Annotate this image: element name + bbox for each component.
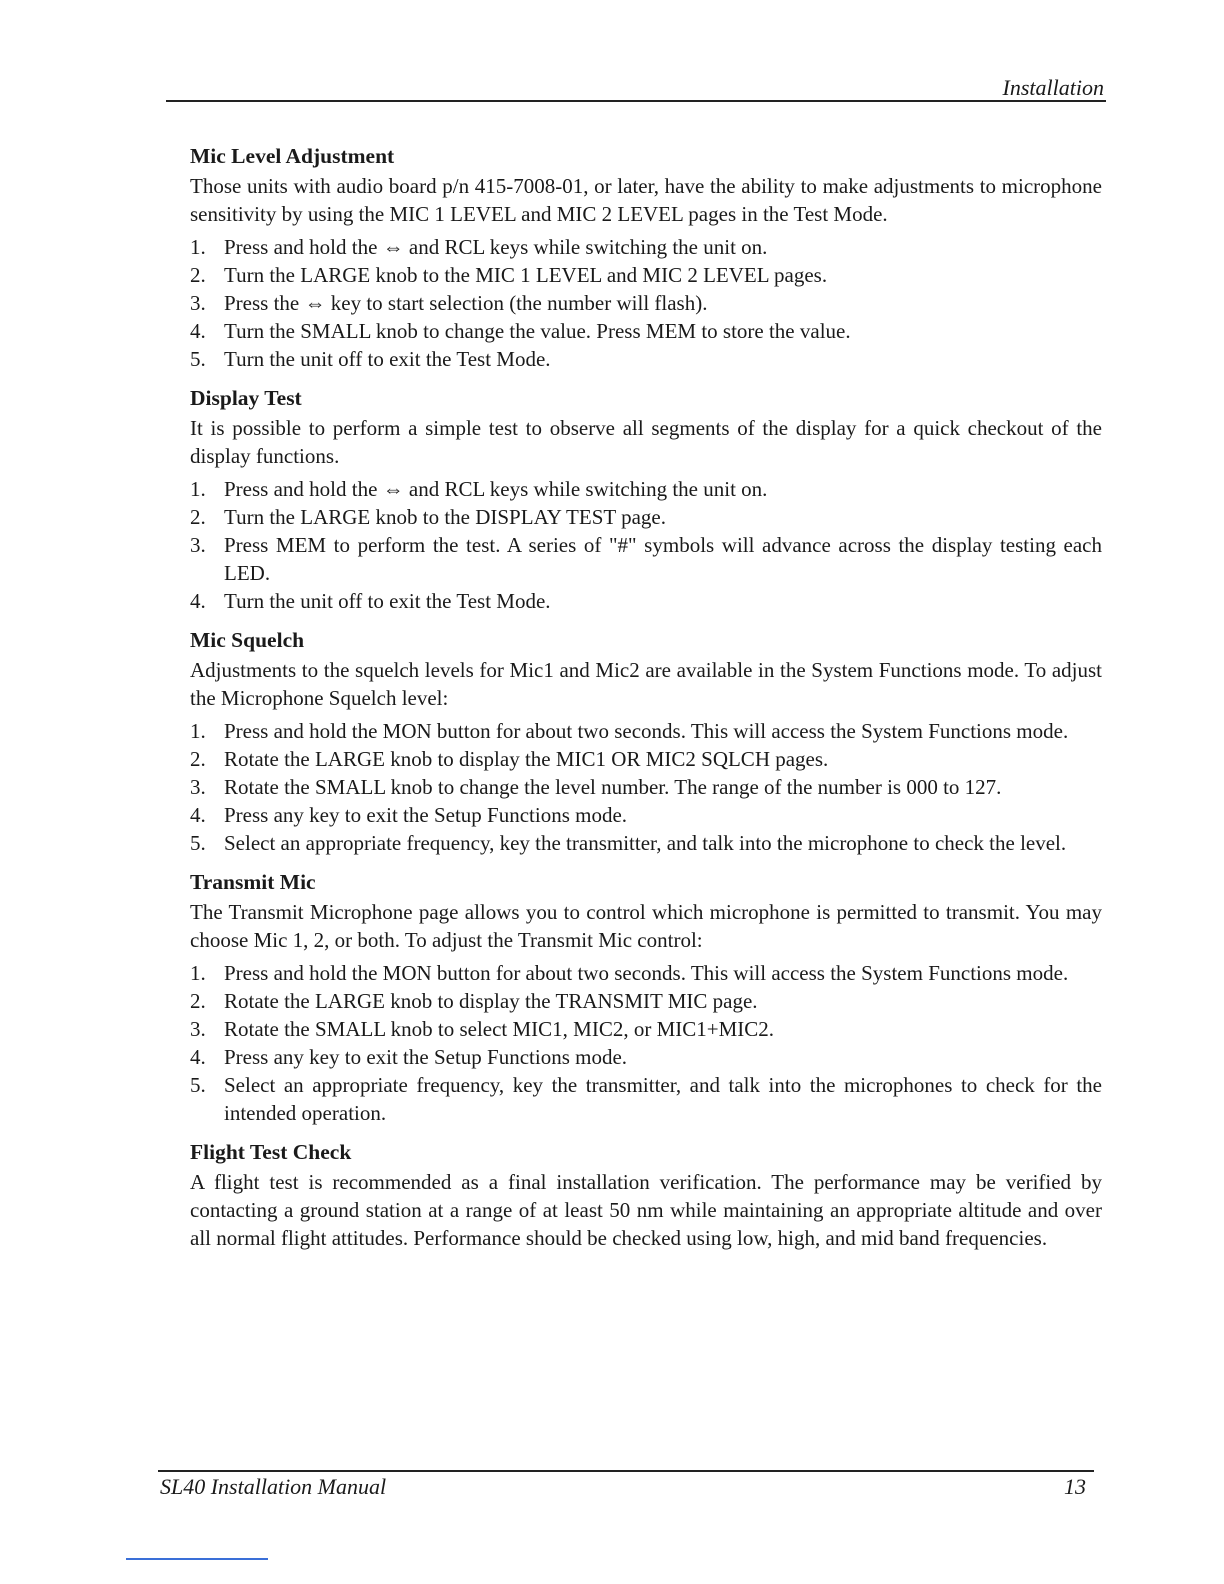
list-item: 4. Press any key to exit the Setup Functions mode.	[190, 803, 628, 827]
section-paragraph: Adjustments to the squelch levels for Mic1 and Mic2 are available in the System Functions mode. To adjust the Microphone Squelch level:	[190, 658, 1102, 710]
list-item: 2. Rotate the LARGE knob to display the MIC1 OR MIC2 SQLCH pages.	[190, 747, 829, 771]
section-heading: Transmit Mic	[190, 870, 316, 894]
section-paragraph: The Transmit Microphone page allows you to control which microphone is permitted to transmit. You may choose Mic 1, 2, or both. To adjust the Transmit Mic control:	[190, 900, 1102, 952]
step-list	[190, 959, 1102, 1127]
list-item: 5. Turn the unit off to exit the Test Mode.	[190, 347, 551, 371]
section-transmit-mic	[190, 868, 1102, 1127]
list-item: 1. Press and hold the ⇔ and RCL keys while switching the unit on.	[190, 477, 768, 501]
section-display-test	[190, 384, 1102, 615]
list-item: 2. Turn the LARGE knob to the MIC 1 LEVEL and MIC 2 LEVEL pages.	[190, 263, 828, 287]
step-list	[190, 475, 1102, 615]
section-heading: Display Test	[190, 386, 302, 410]
list-item: 3. Rotate the SMALL knob to change the level number. The range of the number is 000 to 127.	[190, 775, 1002, 799]
running-header: Installation	[1002, 75, 1104, 100]
step-text: Rotate the LARGE knob to display the MIC1 OR MIC2 SQLCH pages.	[224, 747, 829, 771]
section-paragraph: Those units with audio board p/n 415-7008-01, or later, have the ability to make adjustments to microphone sensitivity by using the MIC 1 LEVEL and MIC 2 LEVEL pages in the Test Mode.	[190, 174, 1102, 226]
section-paragraph: It is possible to perform a simple test to observe all segments of the display for a quick checkout of the display functions.	[190, 416, 1102, 468]
step-text: Press and hold the ⇔ and RCL keys while switching the unit on.	[224, 235, 768, 259]
step-text: Select an appropriate frequency, key the transmitter, and talk into the microphones to check for the intended operation.	[224, 1073, 1102, 1125]
step-text: Turn the unit off to exit the Test Mode.	[224, 347, 551, 371]
step-text: Press any key to exit the Setup Functions mode.	[224, 803, 628, 827]
list-item: 4. Turn the unit off to exit the Test Mode.	[190, 589, 551, 613]
step-text: Press MEM to perform the test. A series of "#" symbols will advance across the display testing each LED.	[224, 533, 1102, 585]
section-heading: Flight Test Check	[190, 1140, 352, 1164]
step-text: Turn the unit off to exit the Test Mode.	[224, 589, 551, 613]
list-item: 1. Press and hold the MON button for about two seconds. This will access the System Functions mode.	[190, 719, 1069, 743]
section-heading: Mic Level Adjustment	[190, 144, 395, 168]
list-item: 5. Select an appropriate frequency, key the transmitter, and talk into the microphone to check the level.	[190, 831, 1067, 855]
list-item: 3. Press MEM to perform the test. A series of "#" symbols will advance across the display testing each LED.	[190, 533, 1102, 585]
list-item: 5. Select an appropriate frequency, key the transmitter, and talk into the microphones to check for the intended operation.	[190, 1073, 1102, 1125]
step-text: Turn the SMALL knob to change the value. Press MEM to store the value.	[224, 319, 851, 343]
page-edge-marker	[126, 1558, 268, 1560]
step-text: Rotate the SMALL knob to select MIC1, MIC2, or MIC1+MIC2.	[224, 1017, 775, 1041]
list-item: 1. Press and hold the ⇔ and RCL keys while switching the unit on.	[190, 235, 768, 259]
step-text: Press the ⇔ key to start selection (the number will flash).	[224, 291, 708, 315]
step-list	[190, 233, 1102, 373]
step-text: Press any key to exit the Setup Functions mode.	[224, 1045, 628, 1069]
step-text: Rotate the SMALL knob to change the level number. The range of the number is 000 to 127.	[224, 775, 1002, 799]
section-flight-test-check	[190, 1138, 1102, 1252]
list-item: 2. Rotate the LARGE knob to display the TRANSMIT MIC page.	[190, 989, 758, 1013]
section-paragraph: A flight test is recommended as a final installation verification. The performance may be verified by contacting a ground station at a range of at least 50 nm while maintaining an appropriate altitude and over all normal flight attitudes. Performance should be checked using low, high, and mid band frequencies.	[190, 1170, 1102, 1250]
list-item: 4. Turn the SMALL knob to change the value. Press MEM to store the value.	[190, 319, 851, 343]
list-item: 2. Turn the LARGE knob to the DISPLAY TEST page.	[190, 505, 666, 529]
list-item: 4. Press any key to exit the Setup Functions mode.	[190, 1045, 628, 1069]
page-body	[190, 142, 1102, 1263]
list-item: 3. Rotate the SMALL knob to select MIC1, MIC2, or MIC1+MIC2.	[190, 1017, 775, 1041]
section-heading: Mic Squelch	[190, 628, 305, 652]
header-divider	[166, 100, 1106, 102]
step-text: Press and hold the MON button for about two seconds. This will access the System Functions mode.	[224, 961, 1069, 985]
step-list	[190, 717, 1102, 857]
footer-title: SL40 Installation Manual	[160, 1474, 387, 1499]
list-item: 1. Press and hold the MON button for about two seconds. This will access the System Functions mode.	[190, 961, 1069, 985]
step-text: Turn the LARGE knob to the DISPLAY TEST page.	[224, 505, 666, 529]
step-text: Turn the LARGE knob to the MIC 1 LEVEL and MIC 2 LEVEL pages.	[224, 263, 828, 287]
section-mic-level-adjustment	[190, 142, 1102, 373]
step-text: Rotate the LARGE knob to display the TRANSMIT MIC page.	[224, 989, 758, 1013]
page-number: 13	[1064, 1474, 1086, 1499]
step-text: Press and hold the ⇔ and RCL keys while switching the unit on.	[224, 477, 768, 501]
footer-divider	[158, 1470, 1094, 1472]
step-text: Press and hold the MON button for about two seconds. This will access the System Functions mode.	[224, 719, 1069, 743]
list-item: 3. Press the ⇔ key to start selection (the number will flash).	[190, 291, 708, 315]
section-mic-squelch	[190, 626, 1102, 857]
step-text: Select an appropriate frequency, key the transmitter, and talk into the microphone to check the level.	[224, 831, 1067, 855]
